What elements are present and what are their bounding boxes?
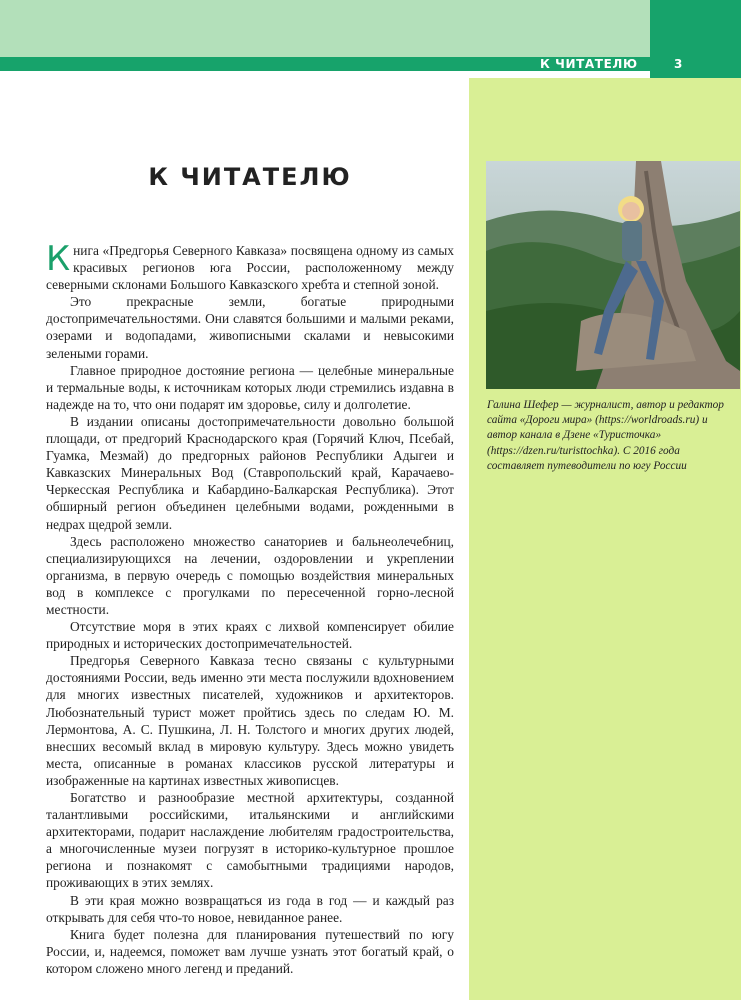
paragraph: Книга «Предгорья Северного Кавказа» посвящена одному из самых красивых регионов юга России, расположенному между северными склонами Большого Кавказского хребта и степной зоной. — [46, 239, 454, 293]
paragraph: Здесь расположено множество санаториев и бальнеолечебниц, специализирующихся на лечении, оздоровлении и укреплении организма, в первую очередь с помощью воздействия минеральных вод в комплексе с прогулками по пересеченной горно-лесной местности. — [46, 533, 454, 617]
paragraph: Богатство и разнообразие местной архитектуры, созданной талантливыми российскими, итальянскими и английскими архитекторами, подарит наслаждение любителям градостроительства, а многочисленные музеи погрузят в историко-культурное прошлое региона и познакомят с самобытными традициями народов, проживающих в этих землях. — [46, 790, 454, 891]
paragraph: Главное природное достояние региона — целебные минеральные и термальные воды, к источникам которых люди стремились издавна в надежде на то, что они подарят им здоровье, силу и долголетие. — [46, 362, 454, 412]
header-band — [0, 0, 650, 57]
paragraph: Предгорья Северного Кавказа тесно связаны с культурными достояниями России, ведь именно эти места послужили вдохновением для многих известных писателей, художников и архитекторов. Любознательный турист может пройтись здесь по следам Ю. М. Лермонтова, А. С. Пушкина, Л. Н. Толстого и многих других людей, внесших весомый вклад в мировую культуру. Здесь можно увидеть места, описанные в романах классиков русской литературы и изображенные на картинах известных живописцев. — [46, 653, 454, 788]
paragraph: В эти края можно возвращаться из года в год — и каждый раз открывать для себя что-то новое, невиданное ранее. — [46, 892, 454, 925]
photo-illustration — [486, 161, 740, 389]
chapter-title: К ЧИТАТЕЛЮ — [148, 163, 352, 191]
paragraph: В издании описаны достопримечательности довольно большой площади, от предгорий Краснодарского края (Горячий Ключ, Псебай, Гуамка, Мезмай) до предгорных районов Республики Адыгеи и Кавказских Минеральных Вод (Ставропольский край, Карачаево-Черкесская Республика и Кабардино-Балкарская Республика). Этот обширный регион объединен целебными водами, рожденными в недрах щедрой земли. — [46, 413, 454, 532]
page-number-box — [650, 0, 741, 78]
paragraph: Отсутствие моря в этих краях с лихвой компенсирует обилие природных и исторических достопримечательностей. — [46, 619, 454, 652]
author-photo — [486, 161, 740, 389]
drop-cap: К — [46, 239, 71, 279]
running-title: К ЧИТАТЕЛЮ — [540, 57, 638, 71]
paragraph: Это прекрасные земли, богатые природными достопримечательностями. Они славятся большими и малыми реками, озерами и водопадами, живописными скалами и невысокими зелеными горами. — [46, 294, 454, 361]
photo-caption: Галина Шефер — журналист, автор и редактор сайта «Дороги мира» (https://worldroads.ru) и автор канала в Дзене «Туристочка» (https://dzen.ru/turisttochka). С 2016 года составляет путеводители по югу России — [487, 399, 724, 472]
article-body — [46, 239, 454, 977]
page-number: 3 — [674, 57, 683, 71]
paragraph: Книга будет полезна для планирования путешествий по югу России, и, надеемся, поможет вам лучше узнать этот богатый край, о котором сложено много легенд и преданий. — [46, 926, 454, 976]
